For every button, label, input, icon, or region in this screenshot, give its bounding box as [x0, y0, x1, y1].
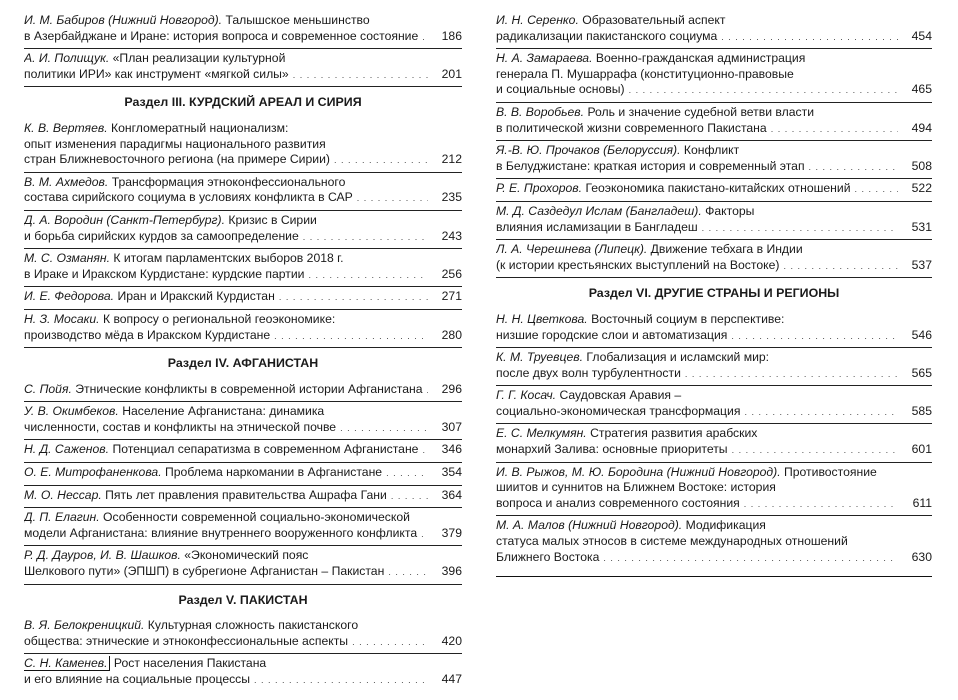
entry-page-number: 243: [441, 228, 462, 243]
entry-page-number: 346: [441, 442, 462, 457]
leader-dots: [340, 420, 428, 437]
leader-dots: [603, 550, 898, 567]
entry-title-line: Рост населения Пакистана: [113, 656, 267, 671]
entry-author: А. И. Полищук.: [24, 51, 110, 66]
toc-entry: [24, 48, 462, 86]
entry-page-number: 447: [441, 672, 462, 686]
entry-title-line: Население Афганистана: динамика: [122, 404, 325, 419]
toc-entry: [24, 439, 462, 462]
entry-author: С. Н. Каменев.: [24, 656, 110, 671]
leader-dots: [279, 289, 428, 306]
entry-title-line: Восточный социум в перспективе:: [591, 311, 785, 326]
toc-entry: [24, 309, 462, 347]
entry-author: Д. П. Елагин.: [24, 510, 100, 525]
entry-author: В. В. Воробьев.: [496, 104, 585, 119]
entry-page-number: 601: [911, 442, 932, 457]
entry-title-line: и борьба сирийских курдов за самоопределение: [24, 228, 299, 243]
entry-page-number: 354: [441, 465, 462, 480]
section-title: Раздел V. ПАКИСТАН: [24, 584, 462, 616]
entry-page-number: 364: [441, 487, 462, 502]
entry-title-line: Проблема наркомании в Афганистане: [165, 465, 383, 480]
entry-page-number: 235: [441, 190, 462, 205]
section-title: Раздел IV. АФГАНИСТАН: [24, 347, 462, 379]
toc-entry: [496, 385, 932, 423]
entry-title-line: генерала П. Мушаррафа (конституционно-правовые: [496, 66, 794, 81]
entry-title-line: Особенности современной социально-экономической: [103, 510, 410, 525]
toc-entry: [496, 309, 932, 347]
toc-entry: [496, 462, 932, 516]
entry-page-number: 531: [911, 219, 932, 234]
toc-entry: [496, 102, 932, 140]
leader-dots: [855, 181, 898, 198]
entry-page-number: 212: [441, 152, 462, 167]
entry-page-number: 508: [911, 158, 932, 173]
entry-page-number: 396: [441, 564, 462, 579]
entry-title-line: Конфликт: [683, 143, 740, 158]
entry-title-line: Движение тебхага в Индии: [650, 242, 803, 257]
toc-entry: [24, 545, 462, 583]
entry-page-number: 186: [441, 28, 462, 43]
toc-left-column: [24, 10, 462, 692]
leader-dots: [721, 29, 898, 46]
entry-title-line: Модификация: [685, 518, 766, 533]
toc-entry: [24, 379, 462, 402]
entry-title-line: Саудовская Аравия –: [559, 388, 682, 403]
leader-dots: [391, 488, 428, 505]
entry-title-line: Потенциал сепаратизма в современном Афганистане: [112, 442, 419, 457]
toc-entry: [496, 48, 932, 102]
entry-page-number: 565: [911, 365, 932, 380]
entry-title-line: Геоэкономика пакистано-китайских отношений: [585, 181, 851, 196]
entry-title-line: Иран и Иракский Курдистан: [117, 289, 275, 304]
entry-page-number: 296: [441, 381, 462, 396]
toc-group: [24, 10, 462, 86]
entry-title-line: К вопросу о региональной геоэкономике:: [102, 311, 336, 326]
entry-title-line: Роль и значение судебной ветви власти: [587, 104, 815, 119]
entry-page-number: 307: [441, 419, 462, 434]
entry-title-line: политики ИРИ» как инструмент «мягкой силы»: [24, 66, 289, 81]
entry-author: М. А. Малов (Нижний Новгород).: [496, 518, 683, 533]
toc-entry: [496, 10, 932, 48]
entry-author: М. О. Нессар.: [24, 487, 102, 502]
entry-author: М. Д. Саздедул Ислам (Бангладеш).: [496, 203, 702, 218]
entry-title-line: модели Афганистана: влияние внутреннего вооруженного конфликта: [24, 525, 418, 540]
entry-page-number: 494: [911, 120, 932, 135]
toc-entry: [496, 423, 932, 461]
entry-title-line: в Ираке и Иракском Курдистане: курдские партии: [24, 266, 305, 281]
toc-entry: [24, 118, 462, 172]
entry-author: Р. Д. Дауров, И. В. Шашков.: [24, 548, 181, 563]
entry-page-number: 522: [911, 181, 932, 196]
entry-title-line: низшие городские слои и автоматизация: [496, 327, 728, 342]
entry-author: Н. З. Мосаки.: [24, 311, 100, 326]
entry-title-line: (к истории крестьянских выступлений на Востоке): [496, 257, 780, 272]
entry-author: Н. Д. Саженов.: [24, 442, 110, 457]
leader-dots: [352, 634, 428, 651]
entry-page-number: 420: [441, 633, 462, 648]
entry-author: Н. А. Замараева.: [496, 51, 593, 66]
entry-author: Е. С. Мелкумян.: [496, 426, 587, 441]
leader-dots: [308, 267, 428, 284]
toc-entry: [496, 515, 932, 569]
entry-page-number: 454: [911, 28, 932, 43]
leader-dots: [783, 258, 898, 275]
entry-title-line: Трансформация этноконфессионального: [111, 174, 346, 189]
entry-title-line: влияния исламизации в Бангладеш: [496, 219, 698, 234]
entry-page-number: 546: [911, 327, 932, 342]
toc-entry: [24, 286, 462, 309]
leader-dots: [422, 29, 428, 46]
entry-title-line: стран Ближневосточного региона (на примере Сирии): [24, 152, 330, 167]
leader-dots: [744, 404, 898, 421]
toc-group: [496, 10, 932, 277]
entry-author: Н. Н. Цветкова.: [496, 311, 588, 326]
entry-title-line: статуса малых этносов в системе международных отношений: [496, 534, 848, 549]
toc-group: [24, 615, 462, 691]
entry-title-line: Пять лет правления правительства Ашрафа Гани: [105, 487, 387, 502]
leader-dots: [809, 159, 898, 176]
entry-title-line: в Белуджистане: краткая история и современный этап: [496, 158, 805, 173]
entry-title-line: монархий Залива: основные приоритеты: [496, 442, 728, 457]
toc-entry: [24, 172, 462, 210]
toc-group: [496, 309, 932, 569]
entry-title-line: К итогам парламентских выборов 2018 г.: [113, 251, 344, 266]
entry-title-line: производство мёда в Иракском Курдистане: [24, 327, 271, 342]
toc-entry: [24, 653, 462, 691]
entry-page-number: 271: [441, 289, 462, 304]
entry-title-line: Образовательный аспект: [582, 13, 726, 27]
toc-entry: [496, 140, 932, 178]
entry-author: С. Пойя.: [24, 381, 72, 396]
leader-dots: [274, 328, 428, 345]
leader-dots: [732, 442, 898, 459]
toc-entry: [24, 248, 462, 286]
entry-title-line: Стратегия развития арабских: [590, 426, 758, 441]
toc-entry: [496, 347, 932, 385]
entry-title-line: и социальные основы): [496, 82, 625, 97]
entry-author: И. Н. Серенко.: [496, 13, 579, 27]
leader-dots: [731, 328, 898, 345]
entry-title-line: Культурная сложность пакистанского: [147, 618, 359, 633]
entry-title-line: «Экономический пояс: [184, 548, 309, 563]
entry-author: К. М. Труевцев.: [496, 350, 584, 365]
entry-page-number: 379: [441, 525, 462, 540]
leader-dots: [744, 496, 898, 513]
entry-author: У. В. Окимбеков.: [24, 404, 119, 419]
leader-dots: [771, 121, 898, 138]
toc-entry: [24, 485, 462, 508]
entry-title-line: Военно-гражданская администрация: [595, 51, 806, 66]
entry-author: О. Е. Митрофаненкова.: [24, 465, 162, 480]
toc-group: [24, 118, 462, 347]
entry-page-number: 630: [911, 549, 932, 564]
entry-title-line: состава сирийского социума в условиях конфликта в САР: [24, 190, 353, 205]
toc-group: [24, 379, 462, 584]
entry-author: В. М. Ахмедов.: [24, 174, 109, 189]
leader-dots: [334, 152, 428, 169]
section-title: Раздел III. КУРДСКИЙ АРЕАЛ И СИРИЯ: [24, 86, 462, 118]
entry-author: Я.-В. Ю. Прочаков (Белоруссия).: [496, 143, 681, 158]
entry-title-line: Противостояние: [784, 464, 877, 479]
entry-author: В. Я. Белокреницкий.: [24, 618, 145, 633]
entry-title-line: после двух волн турбулентности: [496, 365, 681, 380]
entry-title-line: радикализации пакистанского социума: [496, 28, 718, 43]
entry-author: М. С. Озманян.: [24, 251, 110, 266]
entry-title-line: Кризис в Сирии: [228, 212, 317, 227]
entry-title-line: Шелкового пути» (ЭПШП) в субрегионе Афганистан – Пакистан: [24, 564, 385, 579]
toc-entry: [24, 10, 462, 48]
leader-dots: [422, 442, 428, 459]
entry-title-line: Глобализация и исламский мир:: [586, 350, 770, 365]
toc-entry: [496, 201, 932, 239]
entry-page-number: 256: [441, 266, 462, 281]
entry-page-number: 611: [912, 495, 932, 510]
entry-title-line: шиитов и суннитов на Ближнем Востоке: история: [496, 480, 776, 495]
entry-author: Р. Е. Прохоров.: [496, 181, 583, 196]
toc-entry: [496, 239, 932, 277]
entry-title-line: в Азербайджане и Иране: история вопроса и современное состояние: [24, 28, 419, 43]
entry-title-line: общества: этнические и этноконфессиональные аспекты: [24, 633, 349, 648]
entry-title-line: Факторы: [705, 203, 755, 218]
entry-title-line: Ближнего Востока: [496, 549, 600, 564]
leader-dots: [702, 220, 898, 237]
entry-title-line: Конгломератный национализм:: [110, 120, 289, 135]
entry-page-number: 585: [911, 403, 932, 418]
toc-entry: [24, 401, 462, 439]
toc-right-column: [496, 10, 932, 569]
entry-title-line: в политической жизни современного Пакистана: [496, 120, 767, 135]
entry-page-number: 201: [441, 66, 462, 81]
entry-title-line: «План реализации культурной: [112, 51, 286, 66]
leader-dots: [685, 366, 898, 383]
leader-dots: [357, 190, 428, 207]
entry-title-line: вопроса и анализ современного состояния: [496, 495, 740, 510]
leader-dots: [293, 67, 428, 84]
entry-title-line: Талышское меньшинство: [225, 13, 370, 27]
entry-title-line: и его влияние на социальные процессы: [24, 672, 251, 686]
toc-entry: [24, 210, 462, 248]
entry-author: И. Е. Федорова.: [24, 289, 115, 304]
leader-dots: [427, 382, 428, 399]
leader-dots: [254, 672, 428, 689]
entry-title-line: численности, состав и конфликты на этнической почве: [24, 419, 337, 434]
toc-entry: [24, 462, 462, 485]
toc-entry: [496, 178, 932, 201]
section-title: Раздел VI. ДРУГИЕ СТРАНЫ И РЕГИОНЫ: [496, 277, 932, 309]
entry-author: К. В. Вертяев.: [24, 120, 108, 135]
leader-dots: [388, 564, 428, 581]
leader-dots: [386, 465, 428, 482]
entry-author: И. М. Бабиров (Нижний Новгород).: [24, 13, 223, 27]
entry-author: И. В. Рыжов, М. Ю. Бородина (Нижний Новгород).: [496, 464, 781, 479]
toc-entry: [24, 507, 462, 545]
entry-author: Г. Г. Косач.: [496, 388, 557, 403]
entry-page-number: 537: [911, 257, 932, 272]
leader-dots: [303, 229, 428, 246]
entry-author: Д. А. Вородин (Санкт-Петербург).: [24, 212, 226, 227]
toc-entry: [24, 615, 462, 653]
entry-title-line: опыт изменения парадигмы национального развития: [24, 136, 326, 151]
entry-author: Л. А. Черешнева (Липецк).: [496, 242, 648, 257]
leader-dots: [421, 526, 428, 543]
entry-title-line: социально-экономическая трансформация: [496, 403, 741, 418]
entry-page-number: 465: [911, 82, 932, 97]
leader-dots: [629, 82, 898, 99]
entry-title-line: Этнические конфликты в современной истории Афганистана: [75, 381, 423, 396]
entry-page-number: 280: [441, 327, 462, 342]
